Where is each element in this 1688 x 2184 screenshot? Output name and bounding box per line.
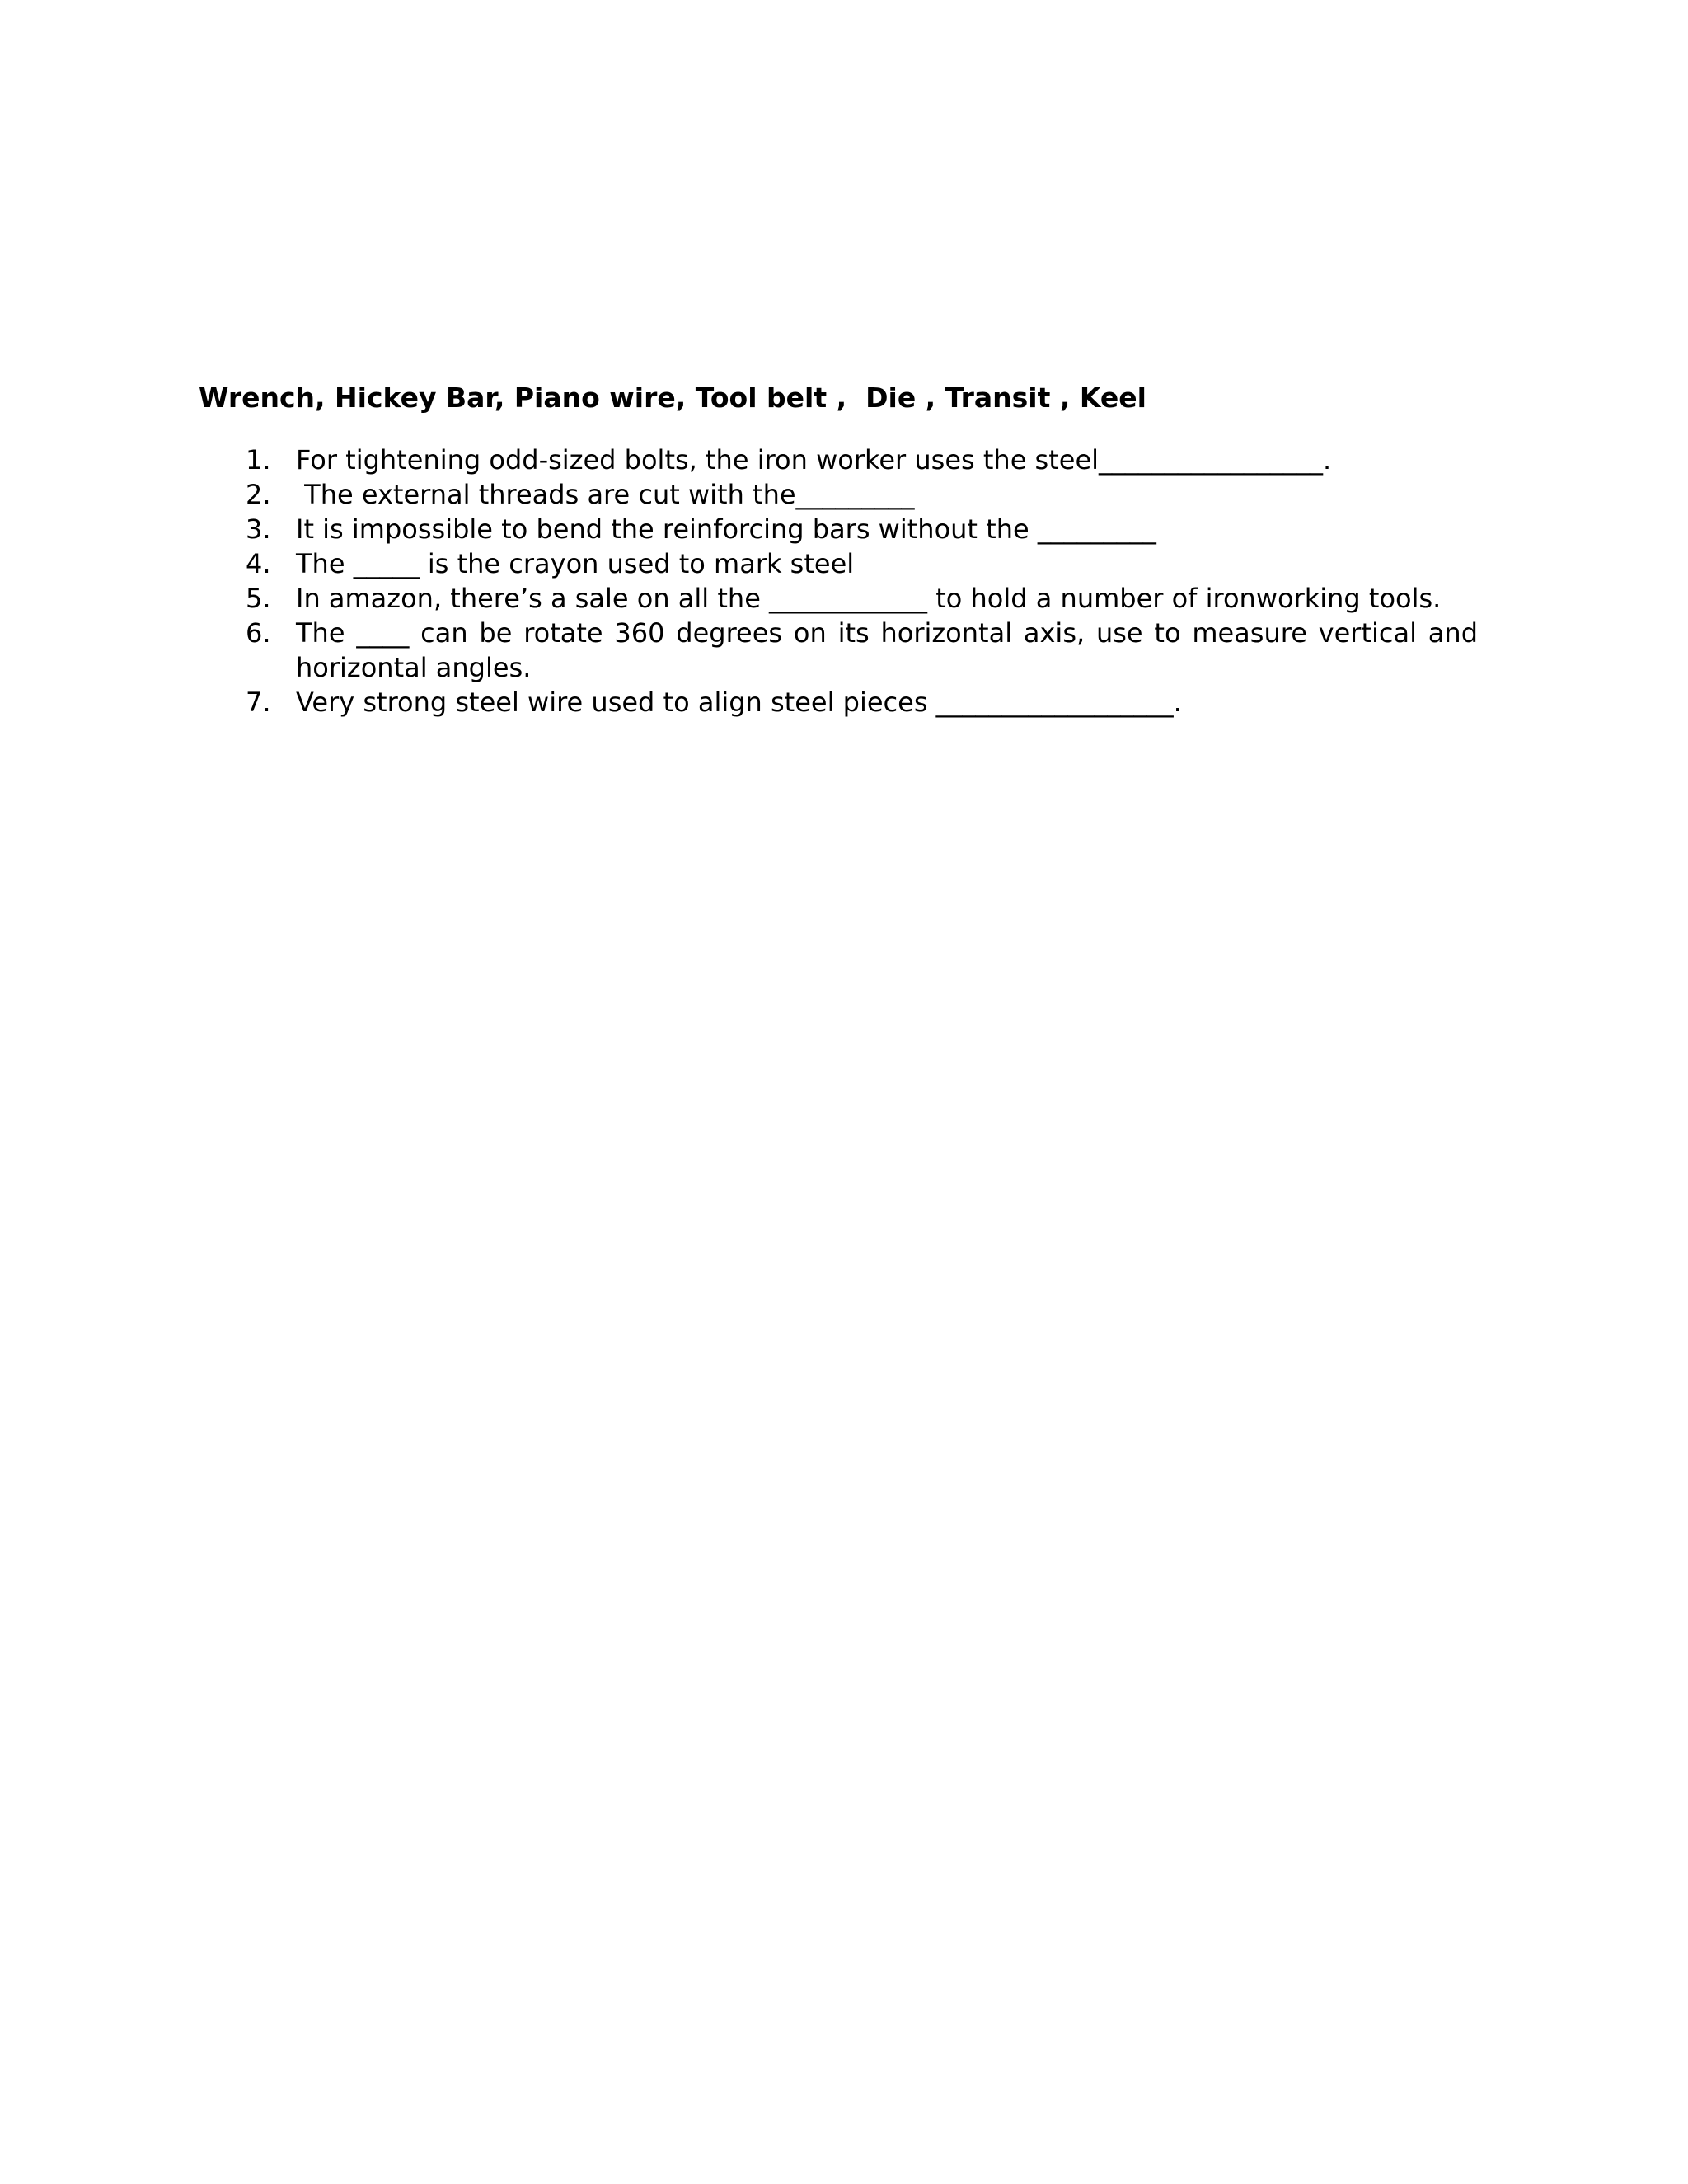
- question-number: 2.: [246, 479, 271, 510]
- question-text: It is impossible to bend the reinforcing bars without the _________: [296, 513, 1156, 545]
- question-item-5: [0, 581, 1688, 616]
- question-list: [0, 443, 1688, 719]
- word-bank: Wrench, Hickey Bar, Piano wire, Tool belt , Die , Transit , Keel: [199, 382, 1146, 414]
- question-text: For tightening odd-sized bolts, the iron worker uses the steel_________________.: [296, 444, 1332, 476]
- question-item-2: [0, 477, 1688, 512]
- question-item-7: [0, 685, 1688, 719]
- question-number: 7.: [246, 687, 271, 718]
- question-text: In amazon, there’s a sale on all the ____________ to hold a number of ironworking tools.: [296, 583, 1442, 614]
- question-item-6: [0, 616, 1688, 685]
- question-item-3: [0, 512, 1688, 546]
- question-item-4: [0, 546, 1688, 581]
- question-text: The external threads are cut with the_________: [296, 479, 915, 510]
- question-text: The ____ can be rotate 360 degrees on its horizontal axis, use to measure vertical and horizontal angles.: [296, 617, 1487, 683]
- question-number: 1.: [246, 444, 271, 476]
- question-text: The _____ is the crayon used to mark steel: [296, 548, 855, 579]
- question-number: 4.: [246, 548, 271, 579]
- question-item-1: [0, 443, 1688, 477]
- question-text: Very strong steel wire used to align steel pieces __________________.: [296, 687, 1182, 718]
- question-number: 5.: [246, 583, 271, 614]
- question-number: 6.: [246, 617, 271, 649]
- question-number: 3.: [246, 513, 271, 545]
